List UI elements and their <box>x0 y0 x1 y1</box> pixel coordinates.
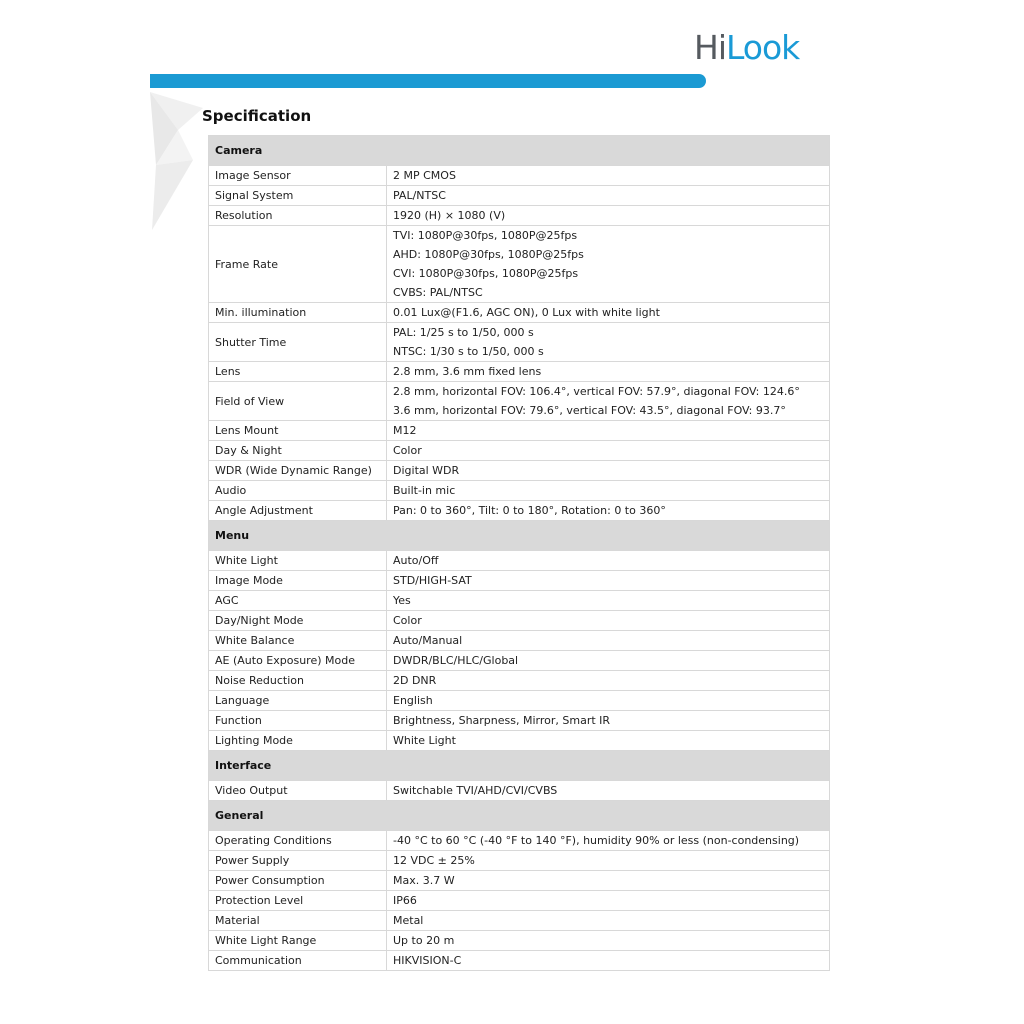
spec-row <box>209 651 830 671</box>
spec-row <box>209 206 830 226</box>
spec-value <box>387 461 830 481</box>
spec-row <box>209 591 830 611</box>
spec-row <box>209 691 830 711</box>
spec-label: WDR (Wide Dynamic Range) <box>209 461 387 481</box>
spec-value <box>387 871 830 891</box>
spec-value-line: White Light <box>393 734 456 747</box>
spec-value <box>387 323 830 362</box>
logo-text-k: k <box>781 28 800 67</box>
spec-value <box>387 731 830 751</box>
spec-value <box>387 226 830 303</box>
spec-value-line: Built-in mic <box>393 484 456 497</box>
spec-label: Day/Night Mode <box>209 611 387 631</box>
spec-label: Protection Level <box>209 891 387 911</box>
spec-value-line: 2.8 mm, 3.6 mm fixed lens <box>393 365 542 378</box>
spec-row <box>209 851 830 871</box>
header-accent-bar <box>150 74 706 88</box>
spec-row <box>209 611 830 631</box>
spec-value <box>387 911 830 931</box>
spec-value-line: CVI: 1080P@30fps, 1080P@25fps <box>393 267 579 280</box>
spec-value-line: CVBS: PAL/NTSC <box>393 286 483 299</box>
spec-value-line: 2D DNR <box>393 674 437 687</box>
spec-value <box>387 951 830 971</box>
spec-value <box>387 206 830 226</box>
spec-value-line: AHD: 1080P@30fps, 1080P@25fps <box>393 248 584 261</box>
spec-row <box>209 931 830 951</box>
spec-value-line: Yes <box>393 594 411 607</box>
logo-text-loo: Loo <box>725 28 782 67</box>
spec-row <box>209 481 830 501</box>
spec-value-line: Max. 3.7 W <box>393 874 455 887</box>
spec-value <box>387 851 830 871</box>
section-title: Camera <box>209 136 830 166</box>
spec-value <box>387 671 830 691</box>
spec-value-line: Up to 20 m <box>393 934 455 947</box>
spec-value-line: TVI: 1080P@30fps, 1080P@25fps <box>393 229 578 242</box>
spec-label: Shutter Time <box>209 323 387 362</box>
spec-value <box>387 691 830 711</box>
page-title: Specification <box>202 107 312 125</box>
spec-value <box>387 571 830 591</box>
section-header-menu <box>209 521 830 551</box>
spec-label: Lens Mount <box>209 421 387 441</box>
spec-row <box>209 501 830 521</box>
spec-row <box>209 166 830 186</box>
spec-row <box>209 871 830 891</box>
spec-label: White Light Range <box>209 931 387 951</box>
spec-row <box>209 891 830 911</box>
spec-value-line: -40 °C to 60 °C (-40 °F to 140 °F), humidity 90% or less (non-condensing) <box>393 834 800 847</box>
spec-row <box>209 671 830 691</box>
spec-value-line: 2 MP CMOS <box>393 169 456 182</box>
spec-label: Power Supply <box>209 851 387 871</box>
spec-value-line: Auto/Manual <box>393 634 463 647</box>
spec-row <box>209 303 830 323</box>
spec-value <box>387 186 830 206</box>
spec-value <box>387 931 830 951</box>
spec-value <box>387 551 830 571</box>
section-header-interface <box>209 751 830 781</box>
spec-value <box>387 631 830 651</box>
spec-value <box>387 421 830 441</box>
spec-label: AGC <box>209 591 387 611</box>
spec-label: Material <box>209 911 387 931</box>
spec-value <box>387 166 830 186</box>
spec-label: Field of View <box>209 382 387 421</box>
spec-row <box>209 571 830 591</box>
spec-label: AE (Auto Exposure) Mode <box>209 651 387 671</box>
spec-label: Frame Rate <box>209 226 387 303</box>
spec-value-line: Pan: 0 to 360°, Tilt: 0 to 180°, Rotation: 0 to 360° <box>393 504 666 517</box>
spec-row <box>209 421 830 441</box>
spec-row <box>209 226 830 303</box>
section-header-camera <box>209 136 830 166</box>
specification-table <box>208 135 830 971</box>
spec-label: Power Consumption <box>209 871 387 891</box>
section-title: Menu <box>209 521 830 551</box>
watermark-graphic <box>148 90 208 240</box>
spec-value <box>387 591 830 611</box>
spec-value-line: Digital WDR <box>393 464 460 477</box>
spec-label: Image Mode <box>209 571 387 591</box>
spec-label: Signal System <box>209 186 387 206</box>
spec-value-line: Metal <box>393 914 424 927</box>
spec-label: Min. illumination <box>209 303 387 323</box>
spec-value <box>387 711 830 731</box>
hilook-logo <box>694 28 814 68</box>
spec-value-line: English <box>393 694 433 707</box>
spec-value-line: HIKVISION-C <box>393 954 462 967</box>
spec-value <box>387 831 830 851</box>
logo-text-hi: Hi <box>694 28 726 67</box>
spec-label: Noise Reduction <box>209 671 387 691</box>
spec-row <box>209 711 830 731</box>
spec-value <box>387 611 830 631</box>
spec-row <box>209 461 830 481</box>
section-title: General <box>209 801 830 831</box>
spec-label: Angle Adjustment <box>209 501 387 521</box>
spec-value-line: Auto/Off <box>393 554 439 567</box>
spec-row <box>209 441 830 461</box>
spec-value-line: 3.6 mm, horizontal FOV: 79.6°, vertical FOV: 43.5°, diagonal FOV: 93.7° <box>393 404 786 417</box>
spec-value-line: PAL: 1/25 s to 1/50, 000 s <box>393 326 534 339</box>
spec-value-line: PAL/NTSC <box>393 189 446 202</box>
spec-value-line: 1920 (H) × 1080 (V) <box>393 209 506 222</box>
spec-value-line: 12 VDC ± 25% <box>393 854 475 867</box>
spec-row <box>209 323 830 362</box>
spec-value-line: M12 <box>393 424 417 437</box>
spec-value <box>387 441 830 461</box>
spec-label: Resolution <box>209 206 387 226</box>
spec-value <box>387 362 830 382</box>
spec-value-line: DWDR/BLC/HLC/Global <box>393 654 519 667</box>
spec-label: Communication <box>209 951 387 971</box>
spec-row <box>209 362 830 382</box>
spec-label: Lighting Mode <box>209 731 387 751</box>
spec-value-line: NTSC: 1/30 s to 1/50, 000 s <box>393 345 544 358</box>
spec-label: Lens <box>209 362 387 382</box>
spec-value-line: Color <box>393 444 422 457</box>
spec-row <box>209 781 830 801</box>
spec-value <box>387 651 830 671</box>
section-header-general <box>209 801 830 831</box>
spec-row <box>209 831 830 851</box>
spec-row <box>209 631 830 651</box>
section-title: Interface <box>209 751 830 781</box>
spec-value <box>387 382 830 421</box>
spec-label: Video Output <box>209 781 387 801</box>
spec-label: White Balance <box>209 631 387 651</box>
spec-row <box>209 382 830 421</box>
spec-value <box>387 891 830 911</box>
spec-label: White Light <box>209 551 387 571</box>
spec-row <box>209 731 830 751</box>
spec-label: Language <box>209 691 387 711</box>
spec-value-line: Switchable TVI/AHD/CVI/CVBS <box>393 784 558 797</box>
spec-value <box>387 303 830 323</box>
spec-value <box>387 781 830 801</box>
spec-value-line: 0.01 Lux@(F1.6, AGC ON), 0 Lux with white light <box>393 306 660 319</box>
spec-label: Operating Conditions <box>209 831 387 851</box>
spec-label: Image Sensor <box>209 166 387 186</box>
spec-value-line: 2.8 mm, horizontal FOV: 106.4°, vertical FOV: 57.9°, diagonal FOV: 124.6° <box>393 385 800 398</box>
spec-value-line: Color <box>393 614 422 627</box>
spec-row <box>209 911 830 931</box>
spec-value <box>387 481 830 501</box>
spec-label: Function <box>209 711 387 731</box>
spec-label: Day & Night <box>209 441 387 461</box>
spec-value-line: IP66 <box>393 894 417 907</box>
spec-label: Audio <box>209 481 387 501</box>
spec-value <box>387 501 830 521</box>
spec-value-line: STD/HIGH-SAT <box>393 574 472 587</box>
spec-row <box>209 186 830 206</box>
spec-row <box>209 951 830 971</box>
spec-value-line: Brightness, Sharpness, Mirror, Smart IR <box>393 714 611 727</box>
spec-row <box>209 551 830 571</box>
